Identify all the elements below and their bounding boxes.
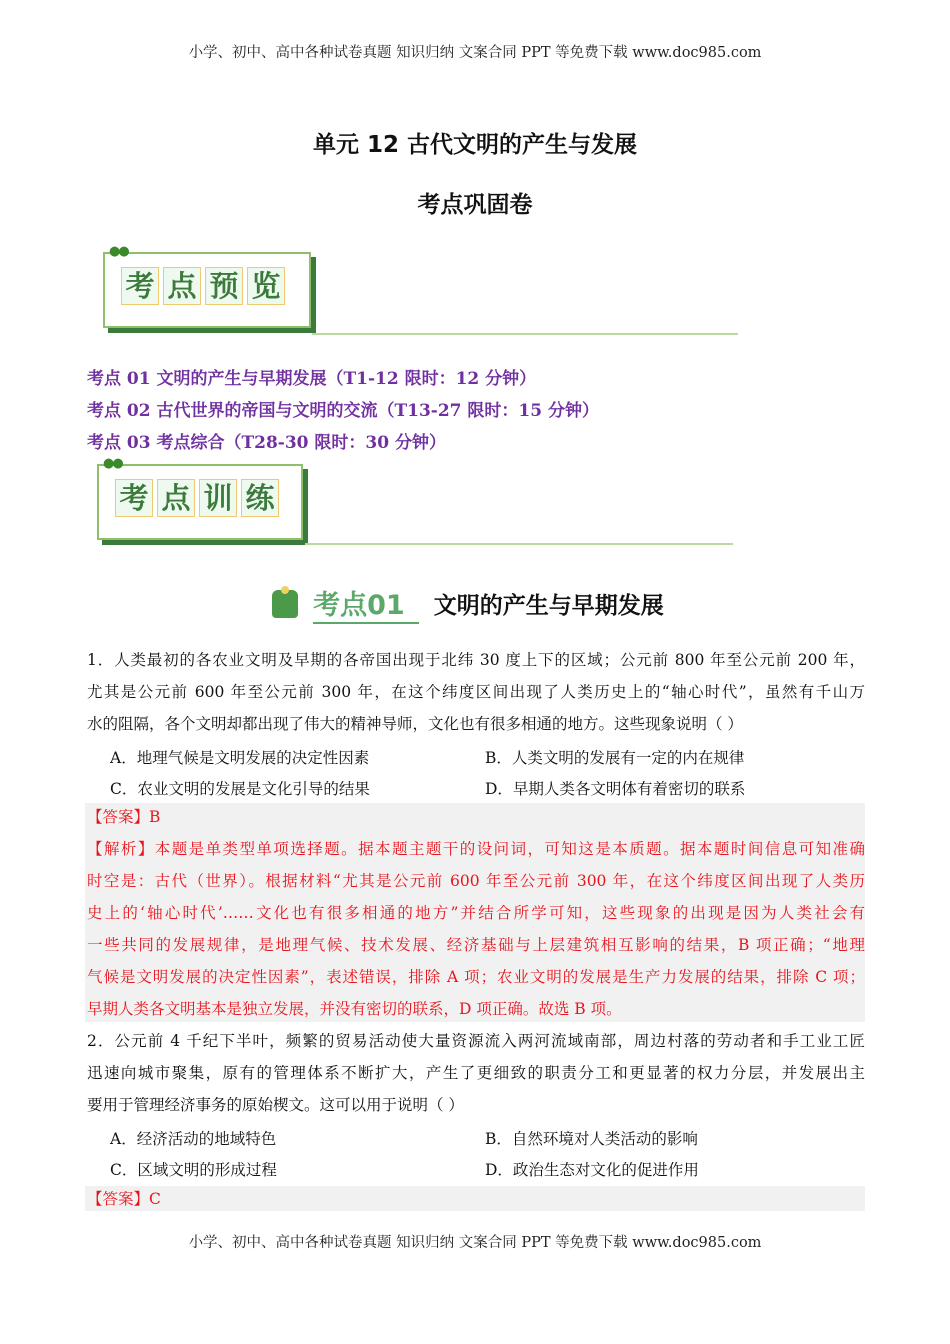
- question-text: 迅速向城市聚集，原有的管理体系不断扩大，产生了更细致的职责分工和更显著的权力分层，并发展出主: [87, 1064, 865, 1082]
- divider: [305, 543, 733, 545]
- question-text: 2．公元前 4 千纪下半叶，频繁的贸易活动使大量资源流入两河流域南部，周边村落的劳动者和手工业工匠: [87, 1032, 865, 1050]
- toc-item: 考点 01 文明的产生与早期发展（T1-12 限时：12 分钟）: [87, 369, 537, 389]
- analysis-text: 一些共同的发展规律，是地理气候、技术发展、经济基础与上层建筑相互影响的结果，B 项正确；“地理: [87, 936, 865, 954]
- page-subtitle: 考点巩固卷: [417, 192, 533, 218]
- option-d: D．早期人类各文明体有着密切的联系: [485, 780, 746, 798]
- analysis-text: 气候是文明发展的决定性因素”，表述错误，排除 A 项；农业文明的发展是生产力发展的结果，排除 C 项；: [87, 968, 865, 986]
- option-c: C．农业文明的发展是文化引导的结果: [110, 780, 370, 798]
- question-text: 要用于管理经济事务的原始楔文。这可以用于说明（ ）: [87, 1096, 464, 1114]
- section-title: 文明的产生与早期发展: [433, 593, 664, 619]
- analysis-text: 时空是：古代（世界）。根据材料“尤其是公元前 600 年至公元前 300 年，在这个纬度区间出现了人类历: [87, 872, 865, 890]
- badge-char: 训: [199, 479, 237, 517]
- option-c: C．区域文明的形成过程: [110, 1161, 277, 1179]
- option-b: B．自然环境对人类活动的影响: [485, 1130, 698, 1148]
- badge-char: 预: [205, 267, 243, 305]
- option-d: D．政治生态对文化的促进作用: [485, 1161, 699, 1179]
- section-heading: [272, 583, 664, 624]
- leaf-icon: ●●: [103, 456, 122, 471]
- badge-char: 考: [121, 267, 159, 305]
- badge-char: 览: [247, 267, 285, 305]
- badge-char: 练: [241, 479, 279, 517]
- analysis-text: 史上的‘轴心时代’……文化也有很多相通的地方”并结合所学可知，这些现象的出现是因为人类社会有: [87, 904, 865, 922]
- section-tag: 考点01: [313, 583, 419, 624]
- question-text: 水的阻隔，各个文明却都出现了伟大的精神导师，文化也有很多相通的地方。这些现象说明（ ）: [87, 715, 743, 733]
- badge-char: 考: [115, 479, 153, 517]
- analysis-text: 早期人类各文明基本是独立发展，并没有密切的联系，D 项正确。故选 B 项。: [87, 1000, 622, 1018]
- badge-char: 点: [157, 479, 195, 517]
- badge-preview: [103, 244, 311, 328]
- option-a: A．经济活动的地域特色: [110, 1130, 277, 1148]
- badge-training: [97, 456, 303, 540]
- badge-char: 点: [163, 267, 201, 305]
- question-text: 尤其是公元前 600 年至公元前 300 年，在这个纬度区间出现了人类历史上的“轴心时代”，虽然有千山万: [87, 683, 865, 701]
- plant-icon: [272, 590, 298, 618]
- leaf-icon: ●●: [109, 244, 128, 259]
- divider: [312, 333, 738, 335]
- question-text: 1．人类最初的各农业文明及早期的各帝国出现于北纬 30 度上下的区域；公元前 800 年至公元前 200 年，: [87, 651, 865, 669]
- page-title: 单元 12 古代文明的产生与发展: [312, 132, 638, 158]
- option-b: B．人类文明的发展有一定的内在规律: [485, 749, 745, 767]
- answer: 【答案】C: [87, 1190, 161, 1208]
- page-footer: 小学、初中、高中各种试卷真题 知识归纳 文案合同 PPT 等免费下载 www.doc985.com: [188, 1235, 762, 1251]
- toc-item: 考点 02 古代世界的帝国与文明的交流（T13-27 限时：15 分钟）: [87, 401, 600, 421]
- option-a: A．地理气候是文明发展的决定性因素: [110, 749, 370, 767]
- answer: 【答案】B: [87, 808, 161, 826]
- toc-item: 考点 03 考点综合（T28-30 限时：30 分钟）: [87, 433, 447, 453]
- page-header: 小学、初中、高中各种试卷真题 知识归纳 文案合同 PPT 等免费下载 www.doc985.com: [188, 45, 762, 61]
- analysis-text: 【解析】本题是单类型单项选择题。据本题主题干的设问词，可知这是本质题。据本题时间信息可知准确: [87, 840, 865, 858]
